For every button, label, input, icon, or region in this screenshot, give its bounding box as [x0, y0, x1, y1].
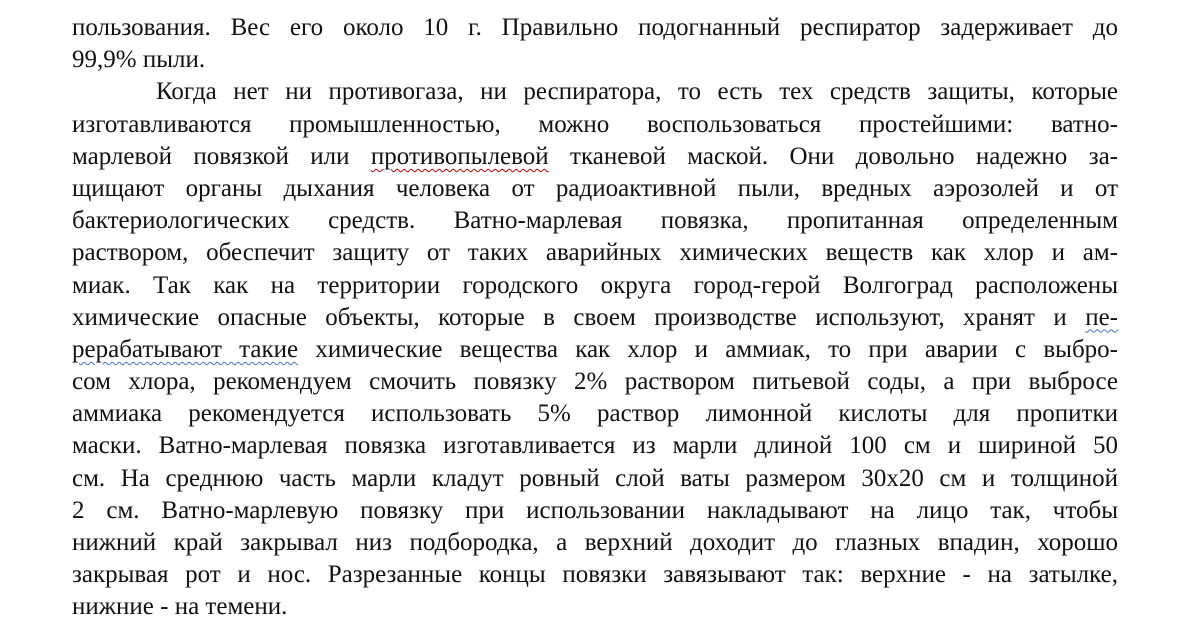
text-line	[72, 398, 1118, 430]
text-line	[72, 109, 1118, 141]
text-segment: химические вещества как хлор и аммиак, то при аварии с выбро-	[298, 335, 1118, 363]
text-line	[72, 334, 1118, 366]
text-line	[72, 495, 1118, 527]
text-segment: бактериологических средств. Ватно-марлевая повязка, пропитанная определенным	[72, 207, 1118, 235]
text-segment: щищают органы дыхания человека от радиоактивной пыли, вредных аэрозолей и от	[72, 174, 1118, 202]
text-segment: марлевой повязкой или	[72, 142, 371, 170]
text-line	[72, 366, 1118, 398]
text-segment: Когда нет ни противогаза, ни респиратора, то есть тех средств защиты, которые	[156, 78, 1118, 106]
text-line	[72, 270, 1118, 302]
text-line	[72, 237, 1118, 269]
text-segment: 99,9% пыли.	[72, 46, 206, 74]
text-segment: см. На среднюю часть марли кладут ровный слой ваты размером 30х20 см и толщиной	[72, 464, 1118, 492]
text-line	[72, 44, 1118, 76]
text-segment: 2 см. Ватно-марлевую повязку при использовании накладывают на лицо так, чтобы	[72, 496, 1118, 524]
text-line	[72, 463, 1118, 495]
spellcheck-flagged-word: пе-	[1085, 303, 1118, 331]
text-line	[72, 430, 1118, 462]
text-segment: тканевой маской. Они довольно надежно за-	[548, 142, 1118, 170]
text-segment: аммиака рекомендуется использовать 5% раствор лимонной кислоты для пропитки	[72, 400, 1118, 428]
text-line	[72, 302, 1118, 334]
text-line	[72, 173, 1118, 205]
text-line	[72, 591, 1118, 623]
text-segment: химические опасные объекты, которые в своем производстве используют, хранят и	[72, 303, 1086, 331]
text-line	[72, 559, 1118, 591]
text-segment: миак. Так как на территории городского округа город-герой Волгоград расположены	[72, 271, 1118, 299]
text-segment: раствором, обеспечит защиту от таких аварийных химических веществ как хлор и ам-	[72, 239, 1118, 267]
text-line	[72, 141, 1118, 173]
paragraph-lines	[72, 12, 1118, 624]
spellcheck-flagged-word: противопылевой	[370, 142, 549, 170]
text-line	[72, 76, 1118, 108]
text-segment: изготавливаются промышленностью, можно воспользоваться простейшими: ватно-	[72, 110, 1118, 138]
text-line	[72, 527, 1118, 559]
text-line	[72, 205, 1118, 237]
text-segment: нижний край закрывал низ подбородка, а верхний доходит до глазных впадин, хорошо	[72, 529, 1118, 556]
text-segment: маски. Ватно-марлевая повязка изготавливается из марли длиной 100 см и шириной 50	[72, 432, 1118, 460]
spellcheck-flagged-word: рерабатывают такие	[72, 335, 299, 363]
text-segment: закрывая рот и нос. Разрезанные концы повязки завязывают так: верхние - на затылке,	[72, 561, 1118, 589]
document-body	[72, 12, 1118, 624]
text-segment: пользования. Вес его около 10 г. Правильно подогнанный респиратор задерживает до	[72, 14, 1118, 41]
text-segment: нижние - на темени.	[72, 593, 288, 621]
text-segment: сом хлора, рекомендуем смочить повязку 2% раствором питьевой соды, а при выбросе	[72, 368, 1118, 396]
text-line	[72, 12, 1118, 44]
